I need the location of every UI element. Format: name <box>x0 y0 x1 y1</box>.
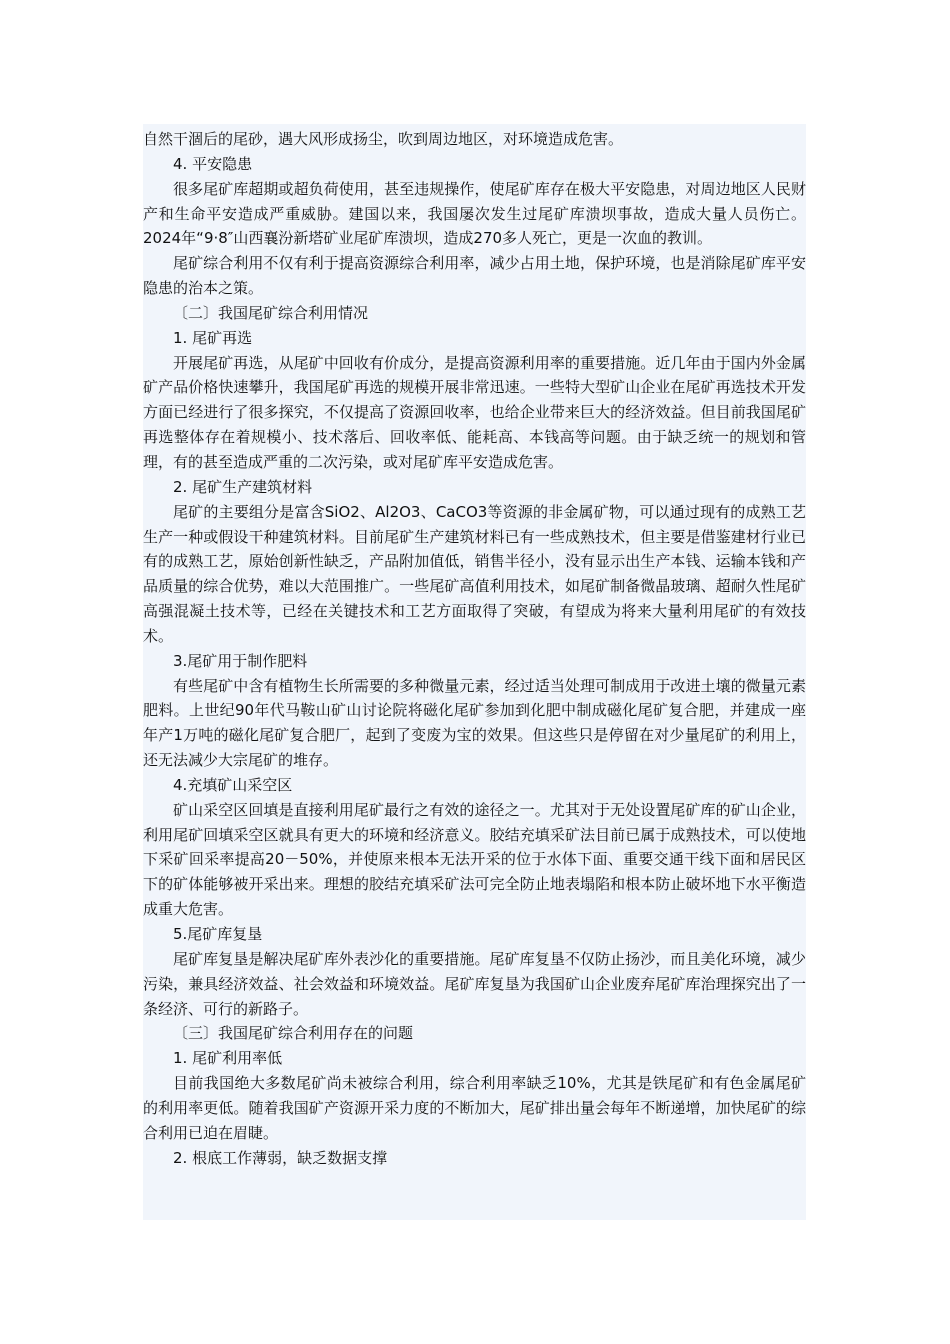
paragraph: 尾矿的主要组分是富含SiO2、Al2O3、CaCO3等资源的非金属矿物，可以通过现有的成熟工艺生产一种或假设干种建筑材料。目前尾矿生产建筑材料已有一些成熟技术，但主要是借鉴建材行业已有的成熟工艺，原始创新性缺乏，产品附加值低，销售半径小，没有显示出生产本钱、运输本钱和产品质量的综合优势，难以大范围推广。一些尾矿高值利用技术，如尾矿制备微晶玻璃、超耐久性尾矿高强混凝土技术等，已经在关键技术和工艺方面取得了突破，有望成为将来大量利用尾矿的有效技术。 <box>143 502 806 645</box>
section-heading: 〔二〕我国尾矿综合利用情况 <box>173 303 369 322</box>
paragraph: 有些尾矿中含有植物生长所需要的多种微量元素，经过适当处理可制成用于改进土壤的微量元素肥料。上世纪90年代马鞍山矿山讨论院将磁化尾矿参加到化肥中制成磁化尾矿复合肥，并建成一座年产1万吨的磁化尾矿复合肥厂，起到了变废为宝的效果。但这些只是停留在对少量尾矿的利用上，还无法减少大宗尾矿的堆存。 <box>143 676 806 770</box>
section-heading: 5.尾矿库复垦 <box>173 925 263 943</box>
section-heading: 3.尾矿用于制作肥料 <box>173 651 308 670</box>
section-heading: 〔三〕我国尾矿综合利用存在的问题 <box>173 1024 414 1043</box>
section-heading: 2. 尾矿生产建筑材料 <box>173 477 313 496</box>
paragraph: 尾矿综合利用不仅有利于提高资源综合利用率，减少占用土地，保护环境，也是消除尾矿库平安隐患的治本之策。 <box>143 254 806 298</box>
document-body <box>143 127 806 1170</box>
paragraph: 开展尾矿再选，从尾矿中回收有价成分，是提高资源利用率的重要措施。近几年由于国内外金属矿产品价格快速攀升，我国尾矿再选的规模开展非常迅速。一些特大型矿山企业在尾矿再选技术开发方面已经进行了很多探究，不仅提高了资源回收率，也给企业带来巨大的经济效益。但目前我国尾矿再选整体存在着规模小、技术落后、回收率低、能耗高、本钱高等问题。由于缺乏统一的规划和管理，有的甚至造成严重的二次污染，或对尾矿库平安造成危害。 <box>143 353 806 471</box>
paragraph: 尾矿库复垦是解决尾矿库外表沙化的重要措施。尾矿库复垦不仅防止扬沙，而且美化环境，减少污染，兼具经济效益、社会效益和环境效益。尾矿库复垦为我国矿山企业废弃尾矿库治理探究出了一条经济、可行的新路子。 <box>143 949 806 1018</box>
paragraph: 很多尾矿库超期或超负荷使用，甚至违规操作，使尾矿库存在极大平安隐患，对周边地区人民财产和生命平安造成严重威胁。建国以来，我国屡次发生过尾矿库溃坝事故，造成大量人员伤亡。2024年“9·8″山西襄汾新塔矿业尾矿库溃坝，造成270多人死亡，更是一次血的教训。 <box>143 179 806 248</box>
paragraph: 矿山采空区回填是直接利用尾矿最行之有效的途径之一。尤其对于无处设置尾矿库的矿山企业，利用尾矿回填采空区就具有更大的环境和经济意义。胶结充填采矿法目前已属于成熟技术，可以使地下采矿回采率提高20－50%，并使原来根本无法开采的位于水体下面、重要交通干线下面和居民区下的矿体能够被开采出来。理想的胶结充填采矿法可完全防止地表塌陷和根本防止破坏地下水平衡造成重大危害。 <box>143 800 806 919</box>
section-heading: 4. 平安隐患 <box>173 154 253 173</box>
section-heading: 4.充填矿山采空区 <box>173 775 293 794</box>
section-heading: 1. 尾矿再选 <box>173 328 253 347</box>
paragraph: 目前我国绝大多数尾矿尚未被综合利用，综合利用率缺乏10%，尤其是铁尾矿和有色金属尾矿的利用率更低。随着我国矿产资源开采力度的不断加大，尾矿排出量会每年不断递增，加快尾矿的综合利用已迫在眉睫。 <box>143 1074 806 1142</box>
section-heading: 2. 根底工作薄弱，缺乏数据支撑 <box>173 1148 388 1167</box>
paragraph: 自然干涸后的尾砂，遇大风形成扬尘，吹到周边地区，对环境造成危害。 <box>143 130 624 148</box>
section-heading: 1. 尾矿利用率低 <box>173 1049 283 1068</box>
document-page <box>143 124 806 1220</box>
